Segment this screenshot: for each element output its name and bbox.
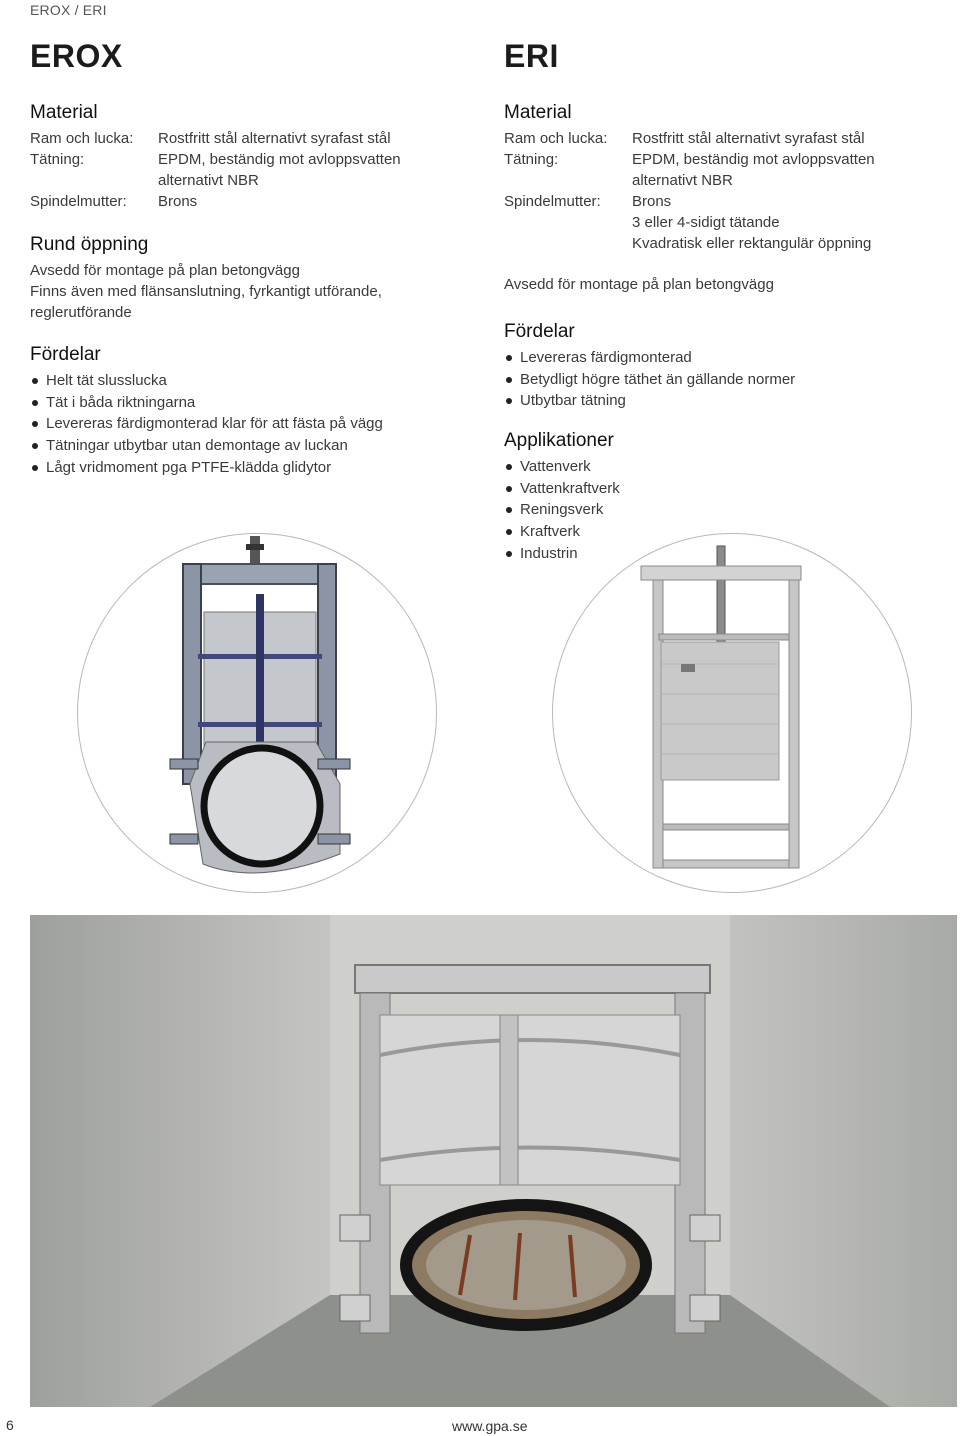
material-label: Ram och lucka: <box>504 130 608 147</box>
eri-material-row <box>504 233 934 254</box>
erox-fordelar-list <box>30 370 470 479</box>
material-value: Kvadratisk eller rektangulär öppning <box>632 235 872 252</box>
installation-photo <box>30 915 957 1407</box>
erox-fordelar-section <box>30 343 470 479</box>
list-item: Tät i båda riktningarna <box>30 392 470 414</box>
list-item: Levereras färdigmonterad klar för att fästa på vägg <box>30 413 470 435</box>
erox-material-row <box>30 128 470 149</box>
erox-material-section <box>30 101 470 212</box>
material-value: 3 eller 4-sidigt tätande <box>632 214 780 231</box>
page-number: 6 <box>6 1417 14 1433</box>
material-label: Spindelmutter: <box>504 193 601 210</box>
material-label: Ram och lucka: <box>30 130 134 147</box>
eri-material-row <box>504 191 934 212</box>
material-value: Rostfritt stål alternativt syrafast stål <box>158 130 391 147</box>
material-value: Rostfritt stål alternativt syrafast stål <box>632 130 865 147</box>
material-value-line: EPDM, beständig mot avloppsvatten <box>632 151 875 168</box>
list-item: Helt tät slusslucka <box>30 370 470 392</box>
material-label: Spindelmutter: <box>30 193 127 210</box>
material-label <box>504 233 632 254</box>
material-value-line: alternativt NBR <box>632 172 733 189</box>
list-item: Betydligt högre täthet än gällande normer <box>504 369 934 391</box>
eri-product-image <box>552 533 912 893</box>
material-value <box>158 149 470 191</box>
eri-fordelar-heading: Fördelar <box>504 321 575 342</box>
erox-rund-line: Finns även med flänsanslutning, fyrkantigt utförande, <box>30 283 382 300</box>
footer-url: www.gpa.se <box>452 1418 528 1434</box>
list-item: Lågt vridmoment pga PTFE-klädda glidytor <box>30 457 470 479</box>
erox-material-heading: Material <box>30 102 98 123</box>
eri-fordelar-list <box>504 347 934 412</box>
list-item: Levereras färdigmonterad <box>504 347 934 369</box>
erox-rund-line: Avsedd för montage på plan betongvägg <box>30 262 300 279</box>
erox-fordelar-heading: Fördelar <box>30 344 101 365</box>
list-item: Vattenkraftverk <box>504 478 934 500</box>
eri-montage-text: Avsedd för montage på plan betongvägg <box>504 276 774 293</box>
material-value: Brons <box>632 193 672 210</box>
erox-rund-heading: Rund öppning <box>30 234 149 255</box>
eri-material-row <box>504 128 934 149</box>
eri-material-section <box>504 101 934 254</box>
list-item: Tätningar utbytbar utan demontage av luckan <box>30 435 470 457</box>
material-value: Brons <box>158 193 198 210</box>
breadcrumb: EROX / ERI <box>30 2 107 18</box>
list-item: Reningsverk <box>504 499 934 521</box>
eri-title: ERI <box>504 38 559 74</box>
erox-gate-illustration <box>78 534 436 892</box>
eri-applikationer-heading: Applikationer <box>504 430 614 451</box>
material-value-line: alternativt NBR <box>158 172 259 189</box>
material-label <box>504 212 632 233</box>
erox-rund-line: reglerutförande <box>30 304 132 321</box>
eri-gate-illustration <box>553 534 911 892</box>
list-item: Utbytbar tätning <box>504 390 934 412</box>
installation-photo-illustration <box>30 915 957 1407</box>
eri-material-row <box>504 149 934 191</box>
erox-product-image <box>77 533 437 893</box>
erox-rund-section <box>30 233 470 323</box>
erox-title: EROX <box>30 38 123 74</box>
material-label: Tätning: <box>30 151 85 168</box>
eri-material-row <box>504 212 934 233</box>
list-item: Industrin <box>504 543 934 565</box>
list-item: Kraftverk <box>504 521 934 543</box>
eri-material-heading: Material <box>504 102 572 123</box>
eri-fordelar-section <box>504 320 934 412</box>
material-value <box>632 149 934 191</box>
erox-material-row <box>30 191 470 212</box>
material-value-line: EPDM, beständig mot avloppsvatten <box>158 151 401 168</box>
list-item: Vattenverk <box>504 456 934 478</box>
erox-material-row <box>30 149 470 191</box>
material-label: Tätning: <box>504 151 559 168</box>
